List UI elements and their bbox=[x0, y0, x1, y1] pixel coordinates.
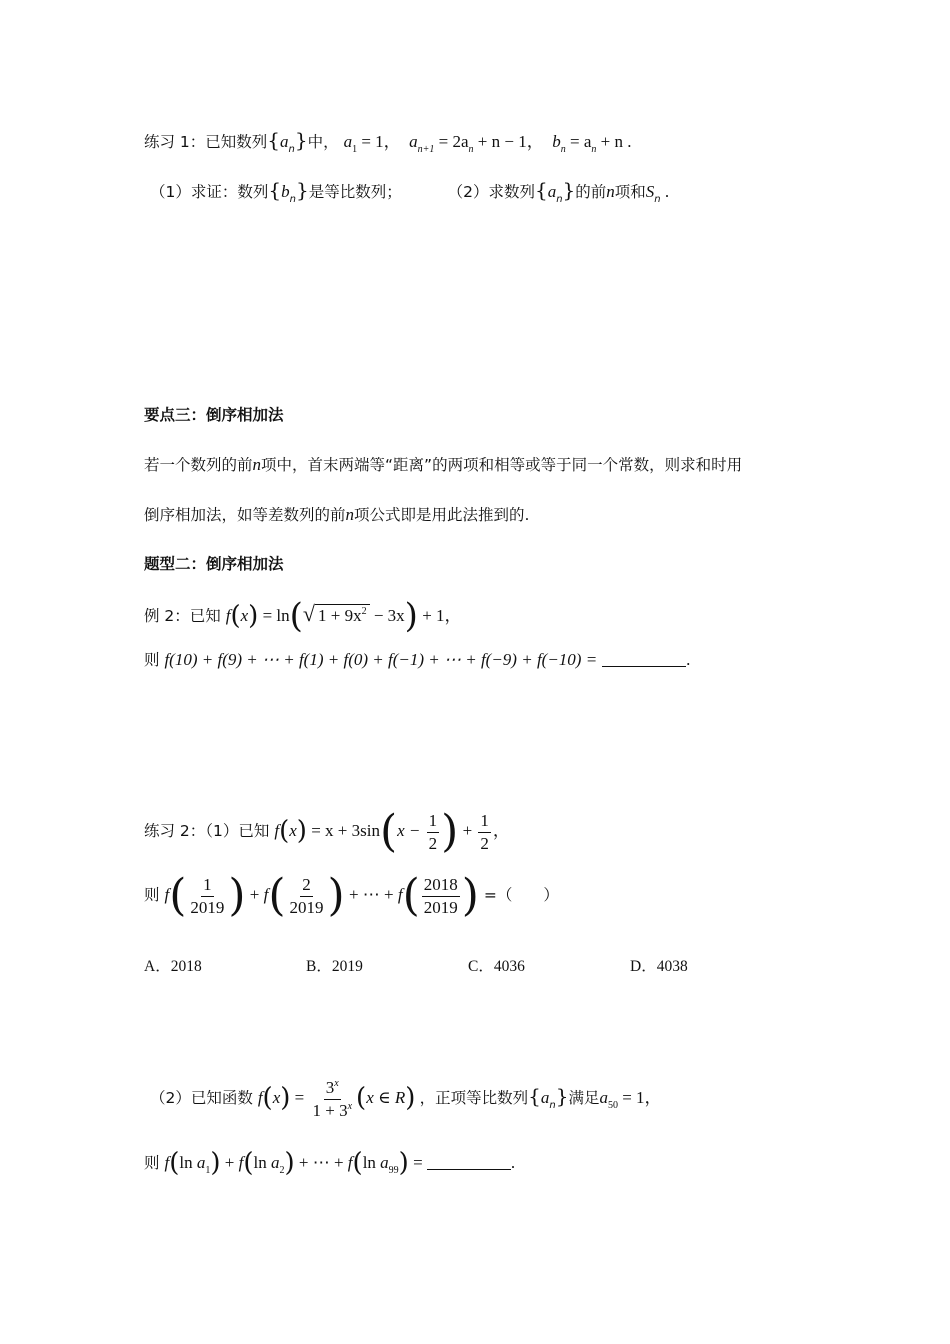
fraction-2018-2019: $\frac{2018}{2019}$ bbox=[423, 875, 458, 917]
practice2b-line2: 则 f(ln $a_1) + f(\ln$ $a_2$) + ⋯ + f(ln $a_{99}$) = . bbox=[144, 1148, 516, 1178]
fraction-2-2019: $\frac{2}{2019}$ bbox=[289, 875, 324, 917]
example2-line2: 则 f(10) + f(9) + ⋯ + f(1) + f(0) + f(−1) + ⋯ + f(−9) + f(−10) = . bbox=[144, 650, 691, 669]
choice-b[interactable]: B．2019 bbox=[306, 958, 363, 975]
choice-a[interactable]: A．2018 bbox=[144, 958, 202, 975]
fraction-one-half-a: $\frac{1}{2}$ bbox=[428, 811, 438, 853]
practice2-line1: 练习 2：（1）已知 f(x) = x + 3sin(x − $\frac{1}{2}$ ) + $\frac{1}{2}$ ， bbox=[144, 806, 510, 857]
practice2-line2: 则 f( $\frac{1}{2019}$ ) + f( $\frac{2}{2019}$ ) + ⋯ + f( $\frac{2018}{2019}$ ) =（ ） bbox=[144, 870, 559, 921]
practice1-line1: 练习 1：已知数列$\{a_n\}$中， $a_1 = 1$， $a_{n+1} = 2a_n + n - 1$， $b_n = a_n + n$ . bbox=[144, 128, 632, 155]
section3-para-line1: 若一个数列的前n项中，首末两端等“距离”的两项和相等或等于同一个常数，则求和时用 bbox=[144, 455, 743, 474]
fraction-3x-over-1-plus-3x: $\frac{3^x}{1 + 3^x}$ bbox=[312, 1078, 353, 1120]
section3-para-line2: 倒序相加法，如等差数列的前n项公式即是用此法推到的. bbox=[144, 505, 530, 524]
fraction-one-half-b: $\frac{1}{2}$ bbox=[480, 811, 489, 853]
type2-title: 题型二：倒序相加法 bbox=[144, 555, 284, 573]
section3-title: 要点三：倒序相加法 bbox=[144, 406, 284, 424]
choice-d[interactable]: D．4038 bbox=[630, 958, 688, 975]
example2-sum-expression: f(10) + f(9) + ⋯ + f(1) + f(0) + f(−1) + ⋯ + f(−9) + f(−10) = bbox=[164, 650, 598, 669]
choice-c[interactable]: C．4036 bbox=[468, 958, 525, 975]
example2-line1: 例 2：已知 f(x) = ln(√ $1 + 9x^2 - 3x) + 1$， bbox=[144, 596, 462, 636]
fraction-1-2019: $\frac{1}{2019}$ bbox=[190, 875, 225, 917]
practice1-line2: （1）求证：数列$\{b_n\}$是等比数列； （2）求数列$\{a_n\}$的前n项和$S_n$ . bbox=[150, 178, 670, 205]
answer-choices bbox=[144, 954, 794, 974]
practice1-label: 练习 1：已知数列 bbox=[144, 133, 268, 151]
practice2b-line1: （2）已知函数 f(x) = $\frac{3^x}{1 + 3^x}$ (x ∈ R) ，正项等比数列$\{a_n\}$满足$a_{50} = 1$， bbox=[150, 1078, 662, 1120]
practice2-label: 练习 2：（1）已知 bbox=[144, 822, 270, 840]
answer-blank-2[interactable] bbox=[427, 1155, 511, 1170]
answer-blank-1[interactable] bbox=[602, 652, 686, 667]
practice1-condition: $a_1 = 1$， $a_{n+1} = 2a_n + n - 1$， $b_n = a_n + n$ . bbox=[343, 132, 632, 155]
